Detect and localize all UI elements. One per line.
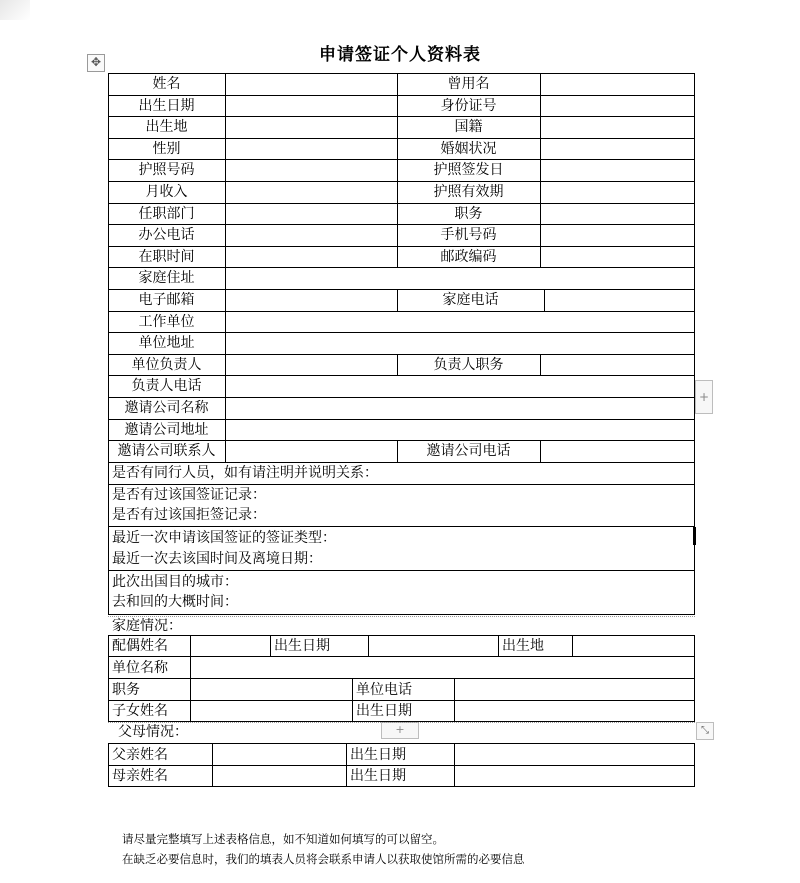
mother-birth-date-label: 出生日期: [350, 768, 406, 784]
field-label-right: 家庭电话: [442, 292, 499, 308]
table-move-icon[interactable]: ✥: [87, 54, 105, 72]
field-label-left: 办公电话: [138, 227, 195, 244]
field-label-left: 邀请公司地址: [124, 421, 209, 438]
mother-name-label: 母亲姓名: [112, 768, 168, 784]
field-label-left: 护照号码: [138, 162, 195, 179]
field-label-right: 国籍: [454, 119, 483, 136]
round-trip-time-question: 去和回的大概时间：: [112, 594, 238, 610]
add-column-icon[interactable]: +: [695, 380, 713, 414]
father-name-label: 父亲姓名: [112, 747, 168, 763]
footer-note-1: 请尽量完整填写上述表格信息，如不知道如何填写的可以留空。: [122, 832, 444, 846]
field-label-right: 护照签发日: [433, 162, 504, 179]
field-label-right: 邀请公司电话: [426, 443, 511, 460]
field-label-left: 邀请公司联系人: [117, 443, 216, 460]
spouse-employer-label: 单位名称: [112, 660, 168, 676]
child-birth-date-label: 出生日期: [356, 703, 412, 719]
field-label-left: 性别: [152, 140, 181, 157]
field-label-left: 出生地: [145, 119, 188, 136]
spouse-work-phone-label: 单位电话: [356, 682, 412, 698]
field-label-right: 护照有效期: [433, 184, 504, 200]
add-row-icon[interactable]: +: [381, 722, 419, 739]
field-label-right: 身份证号: [440, 97, 497, 114]
refusal-record-question: 是否有过该国拒签记录：: [112, 507, 266, 523]
spouse-name-label: 配偶姓名: [112, 638, 168, 654]
field-label-left: 家庭住址: [138, 270, 195, 287]
form-title: 申请签证个人资料表: [319, 45, 481, 65]
table-resize-icon[interactable]: ⤡: [696, 722, 714, 740]
field-label-left: 邀请公司名称: [124, 400, 209, 416]
spouse-birth-place-label: 出生地: [502, 638, 544, 654]
field-label-left: 在职时间: [138, 248, 195, 265]
last-visa-type-question: 最近一次申请该国签证的签证类型：: [112, 530, 336, 546]
destination-city-question: 此次出国目的城市：: [112, 574, 238, 590]
family-heading: 家庭情况：: [112, 618, 182, 634]
page-corner-shadow: [0, 0, 30, 20]
child-name-label: 子女姓名: [112, 703, 168, 719]
father-birth-date-label: 出生日期: [350, 747, 406, 763]
field-label-left: 出生日期: [138, 97, 195, 114]
field-label-right: 负责人职务: [433, 356, 504, 373]
field-label-right: 婚姻状况: [440, 140, 497, 157]
field-label-left: 单位负责人: [131, 356, 202, 373]
parents-heading: 父母情况：: [118, 724, 188, 740]
footer-note-2: 在缺乏必要信息时，我们的填表人员将会联系申请人以获取使馆所需的必要信息: [122, 852, 525, 866]
last-trip-dates-question: 最近一次去该国时间及离境日期：: [112, 551, 322, 567]
companions-question: 是否有同行人员，如有请注明并说明关系：: [112, 465, 378, 481]
spouse-birth-date-label: 出生日期: [274, 638, 330, 654]
field-label-left: 负责人电话: [131, 378, 202, 395]
field-label-left: 电子邮箱: [138, 292, 195, 308]
field-label-left: 工作单位: [138, 313, 195, 330]
field-label-left: 姓名: [152, 76, 181, 92]
visa-record-question: 是否有过该国签证记录：: [112, 487, 266, 503]
field-label-right: 职务: [454, 205, 483, 222]
field-label-left: 月收入: [145, 184, 188, 200]
field-label-right: 手机号码: [440, 227, 497, 244]
field-label-right: 邮政编码: [440, 248, 497, 265]
spouse-position-label: 职务: [112, 682, 140, 698]
field-label-left: 任职部门: [138, 205, 195, 222]
field-label-left: 单位地址: [138, 335, 195, 352]
field-label-right: 曾用名: [447, 76, 490, 92]
